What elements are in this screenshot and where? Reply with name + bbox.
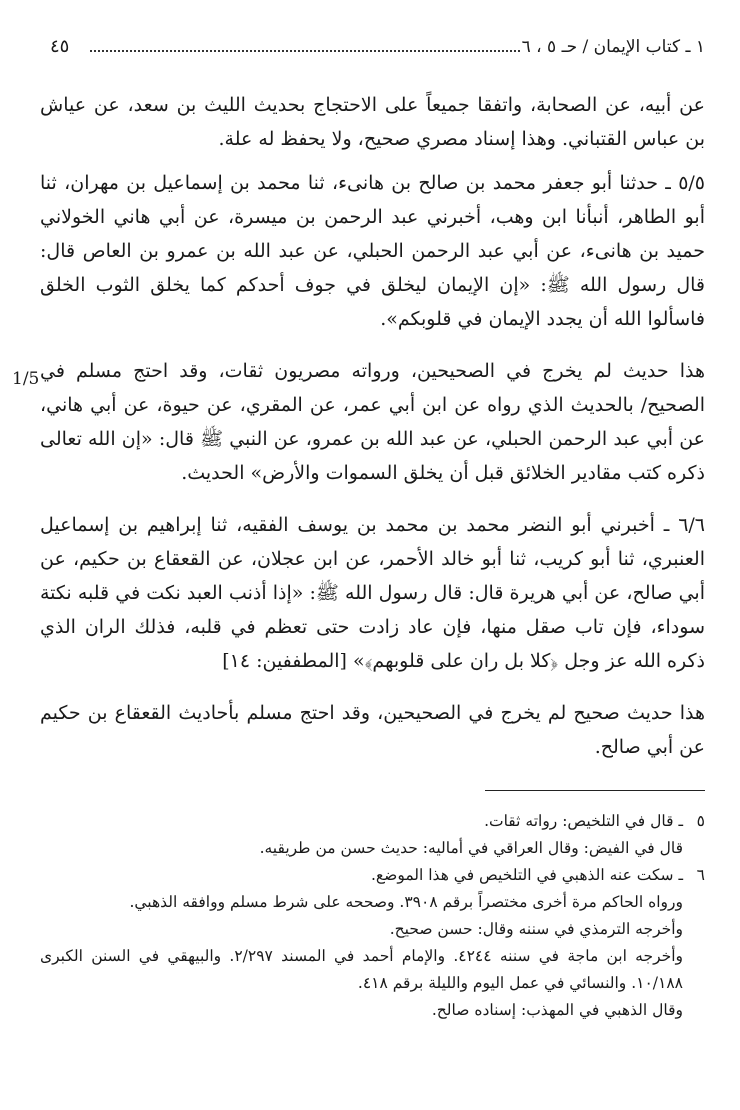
running-header <box>40 32 705 62</box>
header-dot-leader <box>90 38 520 52</box>
footnote-text: وأخرجه الترمذي في سننه وقال: حسن صحيح. <box>389 920 683 938</box>
paragraph: هذا حديث صحيح لم يخرج في الصحيحين، وقد احتج مسلم بأحاديث القعقاع بن حكيم عن أبي صالح. <box>40 702 705 758</box>
footnote-line <box>40 889 705 916</box>
paragraph: ٥/٥ ـ حدثنا أبو جعفر محمد بن صالح بن هانىء، ثنا محمد بن إسماعيل بن مهران، ثنا أبو الطاهر، أنبأنا ابن وهب، أخبرني عبد الرحمن بن ميسرة، عن أبي هاني الخولاني حميد بن هانىء، عن أبي عبد الرحمن الحبلي، عن عبد الله بن عمرو بن العاص قال: قال رسول الله ﷺ: «إن الإيمان ليخلق في جوف أحدكم كما يخلق الثوب الخلق فاسألوا الله أن يجدد الإيمان في قلوبكم». <box>40 172 705 330</box>
main-text <box>40 88 705 782</box>
footnote-text: وأخرجه ابن ماجة في سننه ٤٢٤٤. والإمام أحمد في المسند ٢/٢٩٧. والبيهقي في السنن الكبرى ١٠/١٨٨. والنسائي في عمل اليوم والليلة برقم ٤١٨. <box>40 947 683 992</box>
page-number: ٤٥ <box>50 36 70 57</box>
footnote-line <box>40 835 705 862</box>
footnote-number: ٦ <box>696 866 705 884</box>
footnote-text: ورواه الحاكم مرة أخرى مختصراً برقم ٣٩٠٨. وصححه على شرط مسلم ووافقه الذهبي. <box>129 893 683 911</box>
footnote-text: ـ سكت عنه الذهبي في التلخيص في هذا الموضع. <box>370 866 683 884</box>
footnote-line <box>40 916 705 943</box>
footnote-text: قال في الفيض: وقال العراقي في أماليه: حديث حسن من طريقيه. <box>259 839 683 857</box>
footnotes <box>40 808 705 1024</box>
paragraph: ٦/٦ ـ أخبرني أبو النضر محمد بن محمد بن يوسف الفقيه، ثنا إبراهيم بن إسماعيل العنبري، ثنا أبو كريب، ثنا أبو خالد الأحمر، عن ابن عجلان، عن القعقاع بن حكيم، عن أبي صالح، عن أبي هريرة قال: قال رسول الله ﷺ: «إذا أذنب العبد نكت في قلبه نكتة سوداء، فإن تاب صقل منها، فإن عاد زادت حتى تعظم في قلبه، فذلك الران الذي ذكره الله عز وجل ﴿كلا بل ران على قلوبهم﴾» [المطففين: ١٤] <box>40 514 705 672</box>
document-page <box>12 0 705 1110</box>
footnote-text: وقال الذهبي في المهذب: إسناده صالح. <box>431 1001 683 1019</box>
footnote-number: ٥ <box>696 812 705 830</box>
paragraph: هذا حديث لم يخرج في الصحيحين، ورواته مصريون ثقات، وقد احتج مسلم في الصحيح/ بالحديث الذي رواه عن ابن أبي عمر، عن المقري، عن حيوة، عن أبي هاني، عن أبي عبد الرحمن الحبلي، عن عبد الله بن عمرو، عن النبي ﷺ قال: «إن الله تعالى ذكره كتب مقادير الخلائق قبل أن يخلق السموات والأرض» الحديث. <box>40 360 705 484</box>
marginal-note: 1/5 <box>12 369 40 389</box>
footnote-line <box>40 808 705 835</box>
footnote-line <box>40 943 705 997</box>
footnote-line <box>40 997 705 1024</box>
paragraph: عن أبيه، عن الصحابة، واتفقا جميعاً على الاحتجاج بحديث الليث بن سعد، عن عياش بن عباس القتباني. وهذا إسناد مصري صحيح، ولا يحفظ له علة. <box>40 94 705 150</box>
footnote-line <box>40 862 705 889</box>
footnote-divider <box>485 790 705 791</box>
footnote-text: ـ قال في التلخيص: رواته ثقات. <box>484 812 683 830</box>
header-title: ١ ـ كتاب الإيمان / حـ ٥ ، ٦ <box>521 37 705 57</box>
